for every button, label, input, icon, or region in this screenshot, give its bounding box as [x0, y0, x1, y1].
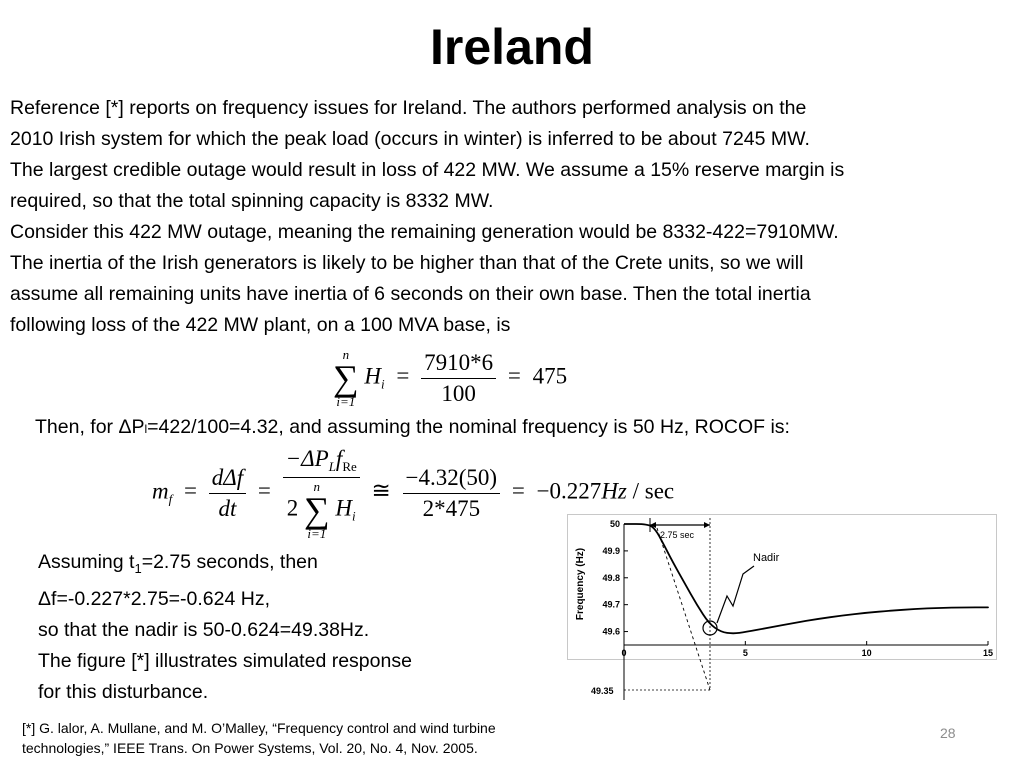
- paragraph-line: assume all remaining units have inertia of 6 seconds on their own base. Then the total inertia: [10, 283, 811, 305]
- derivative-num: dΔf: [209, 465, 246, 494]
- sum-upper: n: [313, 479, 321, 494]
- approx-sign: ≅: [371, 478, 391, 504]
- fraction: [421, 350, 496, 407]
- calc-line-5: for this disturbance.: [38, 680, 209, 703]
- numeric-fraction: [403, 465, 501, 522]
- var-h-sub: i: [381, 376, 385, 392]
- fraction-denominator: 100: [441, 380, 476, 406]
- nadir-pointer: [717, 566, 754, 623]
- y-tick-label: 50: [609, 519, 620, 529]
- power-num: [283, 446, 360, 478]
- rocof-unit: Hz: [601, 478, 627, 504]
- footnote-line: [*] G. lalor, A. Mullane, and M. O’Malley, “Frequency control and wind turbine: [22, 720, 496, 736]
- equals-sign: =: [511, 478, 525, 504]
- footnote-line: technologies,” IEEE Trans. On Power Systems, Vol. 20, No. 4, Nov. 2005.: [22, 740, 478, 756]
- paragraph-line: Consider this 422 MW outage, meaning the remaining generation would be 8332-422=7910MW.: [10, 221, 839, 243]
- level-marker-label: 49.35: [591, 686, 614, 696]
- x-tick-label: 15: [982, 648, 994, 658]
- calc-line-1: [38, 547, 412, 584]
- frequency-series-line: [624, 524, 988, 633]
- calc-line-1-prefix: Assuming t: [38, 551, 135, 573]
- y-tick-label: 49.7: [602, 599, 620, 610]
- rocof-tangent-line: [657, 528, 710, 690]
- frequency-response-chart: [567, 514, 997, 709]
- sum-upper: n: [342, 347, 350, 362]
- x-tick-label: 5: [742, 648, 748, 658]
- power-den-var: H: [335, 495, 353, 521]
- paragraph-line: following loss of the 422 MW plant, on a 100 MVA base, is: [10, 314, 511, 336]
- y-tick-label: 49.8: [602, 572, 620, 583]
- body-paragraph: [10, 93, 1018, 341]
- page-number: 28: [940, 725, 956, 741]
- sum-symbol: [304, 480, 330, 540]
- sum-symbol: [333, 348, 359, 408]
- nadir-calculation: [38, 547, 412, 708]
- inertia-equation: [333, 348, 567, 408]
- paragraph-line: The inertia of the Irish generators is likely to be higher than that of the Crete units, so we will: [10, 252, 804, 274]
- power-den: [283, 478, 360, 540]
- numeric-den: 2*475: [422, 495, 481, 521]
- power-num-main: −ΔP: [285, 446, 329, 471]
- sigma-glyph: ∑: [303, 490, 330, 530]
- x-tick-label: 0: [621, 648, 627, 658]
- fraction-numerator: 7910*6: [421, 350, 496, 379]
- derivative-den: dt: [218, 495, 237, 521]
- numeric-num: −4.32(50): [403, 465, 501, 494]
- paragraph-line: Reference [*] reports on frequency issues for Ireland. The authors performed analysis on the: [10, 97, 807, 119]
- lhs-sub: f: [168, 491, 173, 507]
- footnote-reference: [22, 718, 582, 758]
- power-den-coef: 2: [286, 495, 299, 521]
- y-tick-label: 49.6: [602, 626, 620, 637]
- power-den-sub: i: [352, 508, 356, 524]
- calc-line-1-suffix: =2.75 seconds, then: [141, 551, 318, 573]
- power-fraction: [283, 446, 360, 540]
- power-num-sub: L: [328, 459, 336, 474]
- then-sub: l: [144, 422, 148, 436]
- rocof-result: −0.227: [536, 478, 602, 504]
- power-num-f: f: [335, 446, 343, 471]
- y-tick-label: 49.9: [602, 545, 620, 556]
- then-suffix: =422/100=4.32, and assuming the nominal frequency is 50 Hz, ROCOF is:: [147, 416, 790, 438]
- rocof-intro-line: [35, 416, 790, 439]
- calc-line-1-sub: 1: [134, 560, 142, 576]
- lhs-m: m: [152, 478, 169, 504]
- equation-result: 475: [532, 363, 568, 389]
- calc-line-4: The figure [*] illustrates simulated response: [38, 649, 412, 672]
- power-num-f-sub: Re: [342, 459, 357, 474]
- slide-title: Ireland: [430, 19, 594, 75]
- sigma-glyph: ∑: [333, 358, 359, 398]
- time-arrow-head-right: [704, 522, 710, 528]
- sum-lower: i=1: [307, 526, 327, 541]
- var-h: H: [364, 363, 382, 389]
- equals-sign: =: [257, 478, 271, 504]
- equals-sign: =: [184, 478, 197, 504]
- sum-lower: i=1: [336, 394, 356, 409]
- derivative-fraction: [209, 465, 246, 522]
- time-arrow-label: 2.75 sec: [660, 530, 695, 540]
- paragraph-line: required, so that the total spinning capacity is 8332 MW.: [10, 190, 494, 212]
- x-tick-label: 10: [861, 648, 872, 658]
- calc-line-2: Δf=-0.227*2.75=-0.624 Hz,: [38, 587, 271, 610]
- paragraph-line: 2010 Irish system for which the peak load (occurs in winter) is inferred to be about 7245 MW.: [10, 128, 810, 150]
- rocof-tail: / sec: [632, 478, 675, 504]
- y-axis-label: Frequency (Hz): [575, 547, 586, 621]
- nadir-label: Nadir: [753, 552, 780, 564]
- paragraph-line: The largest credible outage would result in loss of 422 MW. We assume a 15% reserve margin is: [10, 159, 845, 181]
- equals-sign: =: [507, 363, 521, 389]
- calc-line-3: so that the nadir is 50-0.624=49.38Hz.: [38, 618, 370, 641]
- then-prefix: Then, for ΔP: [35, 416, 145, 438]
- equals-sign: =: [396, 363, 410, 389]
